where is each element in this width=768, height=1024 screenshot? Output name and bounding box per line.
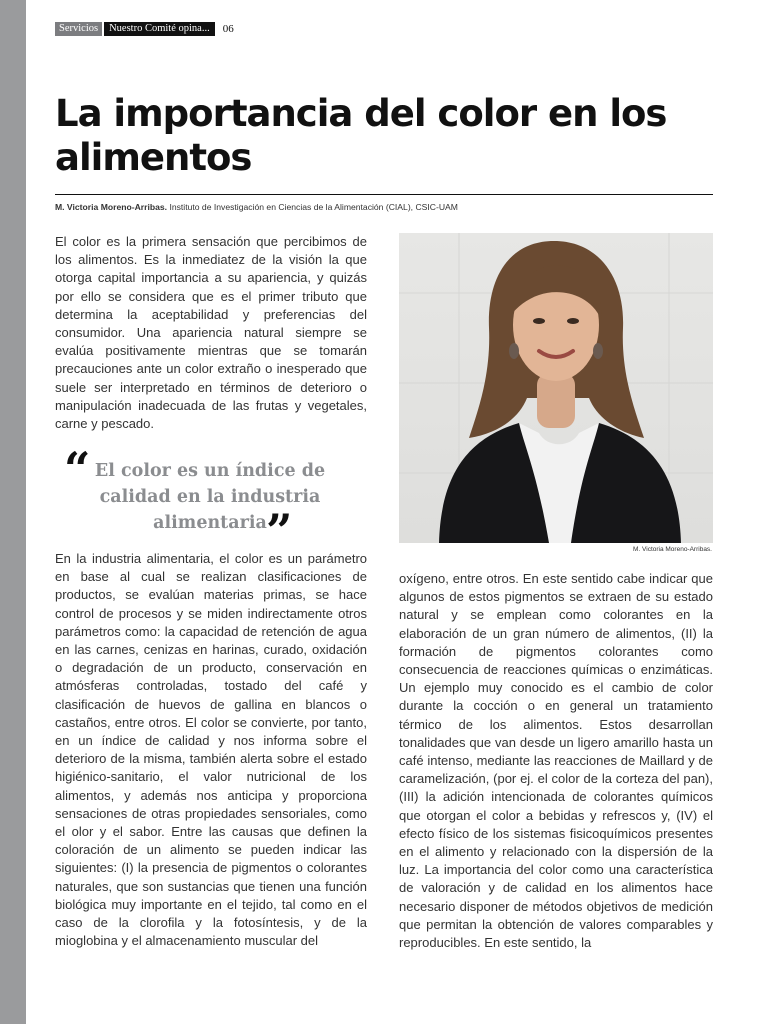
body-paragraph-industry: En la industria alimentaria, el color es un parámetro en base al cual se realizan clasificaciones de productos, se evalúan materias primas, se hace control de procesos y se miden indirectamente otros parámetros como: la capacidad de retención de agua en las carnes, cenizas en harinas, curado, oxidación o degradación de un producto, conservación en atmósferas controladas, tostado del café y clasificación de huevos de gallina en blancos o castaños, entre otros. El color se convierte, por tanto, en un índice de calidad y nos informa sobre el deterioro de la misma, también alerta sobre el estado higiénico-sanitario, el valor nutricional de los alimentos, y además nos anticipa y proporciona sensaciones de otras propiedades sensoriales, como el olor y el sabor. Entre las causas que definen la coloración de un alimento se pueden indicar las siguientes: (I) la presencia de pigmentos o colorantes naturales, que son sustancias que tienen una función biológica muy importante en el tejido, tal como en el caso de la clorofila y la fotosíntesis, y de la mioglobina y el almacenamiento muscular del bbox=[55, 551, 367, 949]
author-name: M. Victoria Moreno-Arribas. bbox=[55, 202, 168, 212]
body-paragraph-methods: oxígeno, entre otros. En este sentido cabe indicar que algunos de estos pigmentos se extraen de su estado natural y se emplean como colorantes en la elaboración de un gran número de alimentos, (II) la formación de pigmentos colorantes como consecuencia de reacciones químicas o enzimáticas. Un ejemplo muy conocido es el cambio de color durante la cocción o en general un tratamiento térmico de los alimentos. Estos desarrollan tonalidades que van desde un ligero amarillo hasta un café intenso, mediante las reacciones de Maillard y de caramelización, (por ej. el color de la corteza del pan), (III) la adición intencionada de colorantes químicos que otorgan el color a bebidas y refrescos y, (IV) el efecto físico de los sistemas fisicoquímicos presentes en el alimento y relacionado con la dispersión de la luz. La importancia del color como una característica de valoración y de calidad en los alimentos hace necesario disponer de métodos objetivos de medición que permitan la obtención de valores comparables y reproducibles. En este sentido, la bbox=[399, 571, 713, 951]
body-paragraph-intro: El color es la primera sensación que percibimos de los alimentos. Es la inmediatez de la visión la que otorga capital importancia a su apariencia, y quizás por ello se considera que es el primer tributo que determina la aceptabilidad y preferencias del consumidor. Una apariencia natural siempre se evalúa positivamente mientras que se tomarán precauciones ante un color extraño o inesperado que suele ser interpretado en términos de deterioro o manipulación inadecuada de las frutas y vegetales, carne y pescado. bbox=[55, 234, 367, 432]
section-header bbox=[55, 22, 234, 36]
pull-quote-text: El color es un índice de calidad en la industria alimentaria bbox=[94, 461, 326, 533]
quote-close-mark: ” bbox=[266, 504, 293, 558]
quote-open-mark: “ bbox=[64, 442, 91, 496]
article-title: La importancia del color en los alimentos bbox=[55, 92, 667, 179]
byline bbox=[55, 202, 458, 212]
subsection-tag: Nuestro Comité opina... bbox=[104, 22, 215, 36]
author-affiliation: Instituto de Investigación en Ciencias de la Alimentación (CIAL), CSIC-UAM bbox=[167, 202, 458, 212]
page-spine-bar bbox=[0, 0, 26, 1024]
author-portrait-image bbox=[399, 233, 713, 543]
page-number: 06 bbox=[222, 23, 234, 35]
title-divider bbox=[55, 194, 713, 195]
photo-caption: M. Victoria Moreno-Arribas. bbox=[633, 546, 712, 553]
author-photo bbox=[399, 233, 713, 543]
pull-quote bbox=[60, 442, 360, 558]
section-tag: Servicios bbox=[55, 22, 102, 36]
